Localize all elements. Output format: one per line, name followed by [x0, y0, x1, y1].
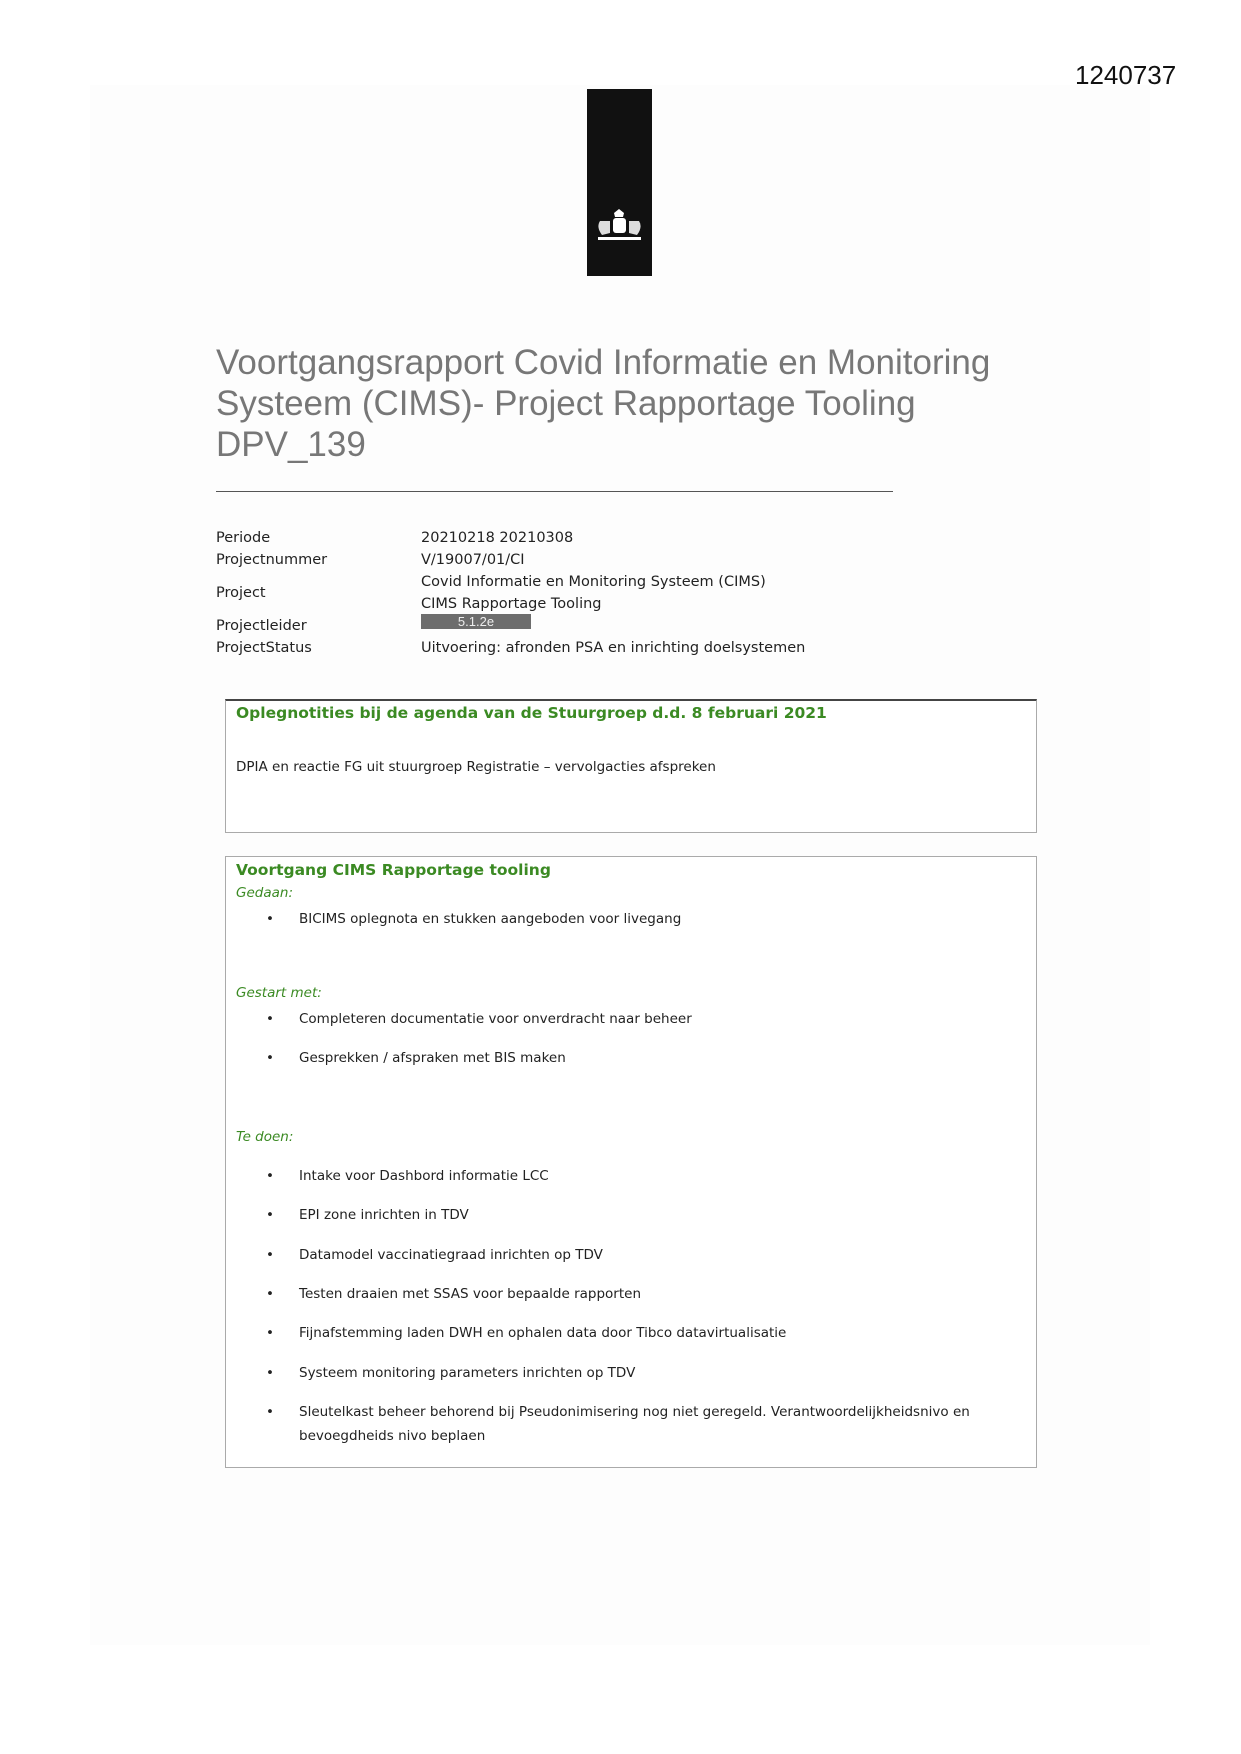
- page-title: Voortgangsrapport Covid Informatie en Monitoring Systeem (CIMS)- Project Rapportage Tooling DPV_139: [216, 343, 991, 464]
- progress-heading: Voortgang CIMS Rapportage tooling: [236, 861, 551, 879]
- meta-value: Covid Informatie en Monitoring Systeem (CIMS): [421, 574, 766, 590]
- meta-value: V/19007/01/CI: [421, 552, 525, 568]
- meta-label: Projectnummer: [216, 552, 328, 568]
- done-label: Gedaan:: [236, 885, 293, 901]
- meta-label: Project: [216, 585, 266, 601]
- list-item: • Sleutelkast beheer behorend bij Pseudonimisering nog niet geregeld. Verantwoordelijkheidsnivo en bevoegdheids nivo beplaen: [266, 1404, 970, 1444]
- started-label: Gestart met:: [236, 985, 322, 1001]
- document-number: 1240737: [1075, 60, 1177, 90]
- redaction-block: 5.1.2e: [421, 614, 531, 629]
- list-item: • EPI zone inrichten in TDV: [266, 1207, 469, 1223]
- list-item: • Datamodel vaccinatiegraad inrichten op TDV: [266, 1247, 603, 1263]
- meta-label: Projectleider: [216, 618, 307, 634]
- list-item: • Testen draaien met SSAS voor bepaalde rapporten: [266, 1286, 642, 1302]
- list-item: • Intake voor Dashbord informatie LCC: [266, 1168, 549, 1184]
- rijksoverheid-logo: [587, 89, 652, 276]
- list-item: • Systeem monitoring parameters inrichten op TDV: [266, 1365, 636, 1381]
- agenda-notes-box: [225, 699, 1037, 833]
- coat-of-arms-icon: [592, 207, 647, 247]
- meta-label: Periode: [216, 530, 271, 546]
- agenda-text: DPIA en reactie FG uit stuurgroep Registratie – vervolgacties afspreken: [236, 759, 716, 775]
- agenda-heading: Oplegnotities bij de agenda van de Stuurgroep d.d. 8 februari 2021: [236, 704, 827, 722]
- list-item: • Gesprekken / afspraken met BIS maken: [266, 1050, 566, 1066]
- list-item: • Fijnafstemming laden DWH en ophalen data door Tibco datavirtualisatie: [266, 1325, 787, 1341]
- todo-label: Te doen:: [236, 1129, 294, 1145]
- title-divider: [216, 491, 893, 492]
- list-item: • Completeren documentatie voor onverdracht naar beheer: [266, 1011, 692, 1027]
- progress-box: [225, 856, 1037, 1468]
- list-item: • BICIMS oplegnota en stukken aangeboden voor livegang: [266, 911, 682, 927]
- meta-value: Uitvoering: afronden PSA en inrichting doelsystemen: [421, 640, 806, 656]
- meta-label: ProjectStatus: [216, 640, 312, 656]
- meta-value: 20210218 20210308: [421, 530, 574, 546]
- meta-value-2: CIMS Rapportage Tooling: [421, 596, 602, 612]
